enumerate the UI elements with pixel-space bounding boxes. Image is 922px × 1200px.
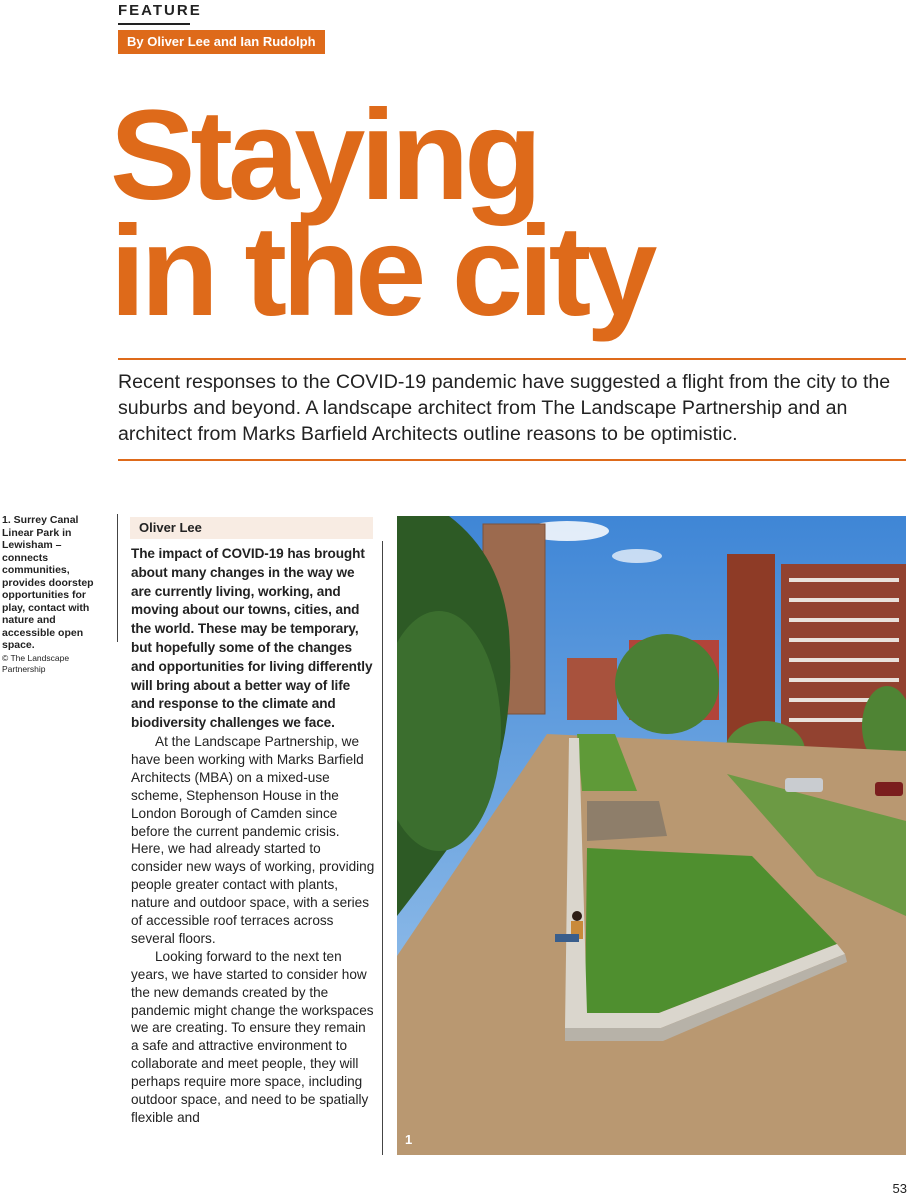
lead-paragraph: The impact of COVID-19 has brought about many changes in the way we are currently living, working, and moving about our towns, cities, and the world. These may be temporary, but hopefully some of the changes and opportunities for living differently will bring about a better way of life and response to the climate and biodiversity challenges we face. xyxy=(131,546,373,731)
body-paragraph: Looking forward to the next ten years, we have started to consider how the new demands created by the pandemic might change the workspaces we are creating. To ensure they remain a safe and attractive environment to collaborate and meet people, they will perhaps require more space, including outdoor space, and need to be spatially flexible and xyxy=(131,948,374,1125)
photo-caption xyxy=(2,514,108,675)
headline-line-1: Staying xyxy=(110,84,538,227)
column-divider xyxy=(382,541,383,1155)
section-label: FEATURE xyxy=(118,2,202,19)
article-body xyxy=(131,545,375,1127)
standfirst-bottom-rule xyxy=(118,459,906,461)
caption-credit: © The Landscape Partnership xyxy=(2,652,70,674)
standfirst: Recent responses to the COVID-19 pandemic have suggested a flight from the city to the suburbs and beyond. A landscape architect from The Landscape Partnership and an architect from Marks Barfield Architects outline reasons to be optimistic. xyxy=(118,371,891,445)
standfirst-top-rule xyxy=(118,358,906,360)
caption-divider xyxy=(117,514,118,642)
headline xyxy=(110,84,653,343)
caption-text: 1. Surrey Canal Linear Park in Lewisham – connects communities, provides doorstep opportunities for play, contact with nature and accessible open space. xyxy=(2,514,94,651)
park-photo xyxy=(397,516,906,1155)
park-photo-illustration xyxy=(397,516,906,1155)
page-number: 53 xyxy=(892,1181,907,1196)
byline-badge: By Oliver Lee and Ian Rudolph xyxy=(118,30,325,54)
photo-number: 1 xyxy=(405,1132,413,1147)
body-paragraph: At the Landscape Partnership, we have been working with Marks Barfield Architects (MBA) on a mixed-use scheme, Stephenson House in the London Borough of Camden since before the current pandemic crisis. Here, we had already started to consider new ways of working, providing people greater contact with plants, nature and outdoor space, with a series of accessible roof terraces across several floors. xyxy=(131,733,375,946)
headline-line-2: in the city xyxy=(110,200,653,343)
section-underline xyxy=(118,23,190,25)
author-heading: Oliver Lee xyxy=(130,517,373,539)
